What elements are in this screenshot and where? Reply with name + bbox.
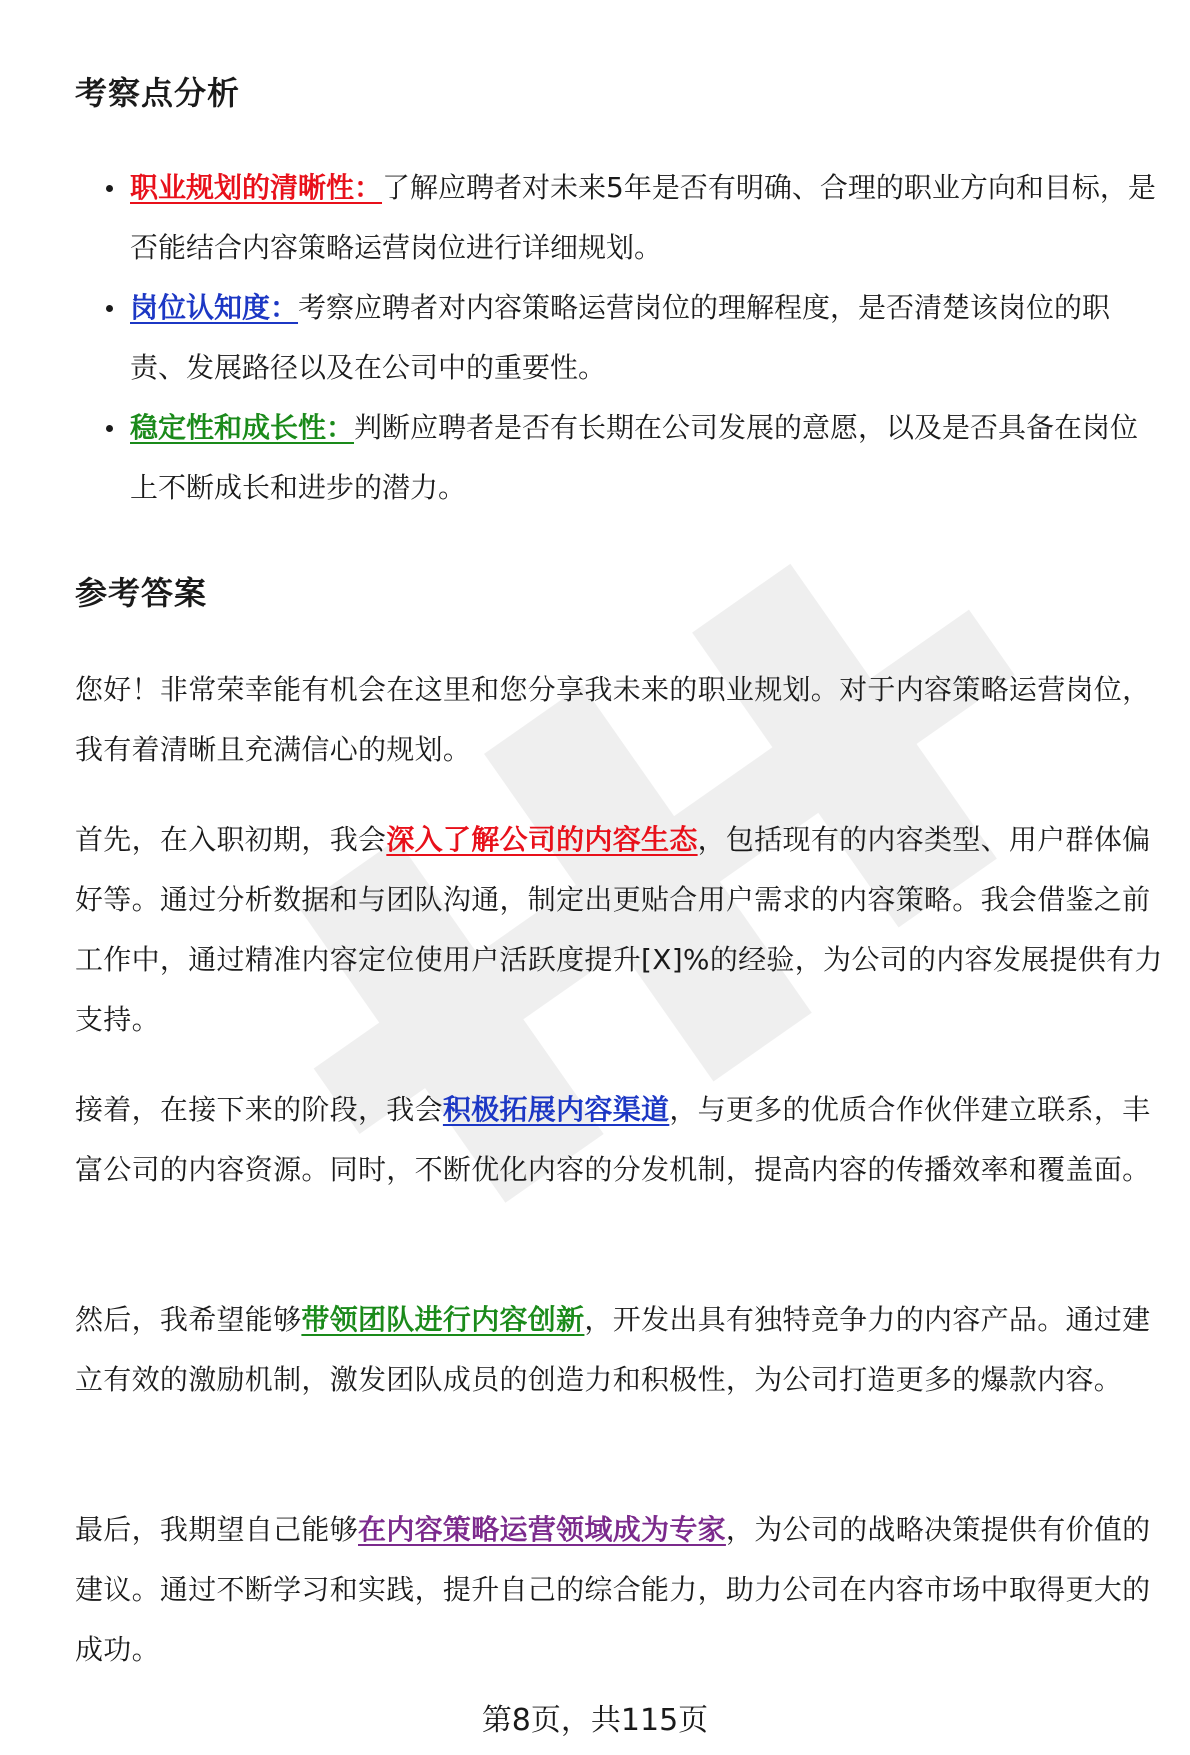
answer-intro-paragraph: 您好！非常荣幸能有机会在这里和您分享我未来的职业规划。对于内容策略运营岗位，我有着清晰且充满信心的规划。 bbox=[75, 673, 1151, 766]
point-text: 考察应聘者对内容策略运营岗位的理解程度，是否清楚该岗位的职责、发展路径以及在公司中的重要性。 bbox=[130, 291, 1111, 384]
paragraph-text: ，开发出具有独特竞争力的内容产品。通过建立有效的激励机制，激发团队成员的创造力和积极性，为公司打造更多的爆款内容。 bbox=[75, 1303, 1151, 1396]
list-item bbox=[100, 158, 1160, 278]
answer-paragraph-3 bbox=[75, 1290, 1165, 1410]
list-item bbox=[100, 398, 1160, 518]
answer-paragraph-4 bbox=[75, 1500, 1165, 1680]
paragraph-text: ，与更多的优质合作伙伴建立联系，丰富公司的内容资源。同时，不断优化内容的分发机制，提高内容的传播效率和覆盖面。 bbox=[75, 1093, 1151, 1186]
page-number-footer: 第8页，共115页 bbox=[481, 1703, 709, 1738]
paragraph-text: 然后，我希望能够 bbox=[75, 1303, 302, 1336]
highlight-phrase: 带领团队进行内容创新 bbox=[301, 1303, 585, 1336]
paragraph-text: 接着，在接下来的阶段，我会 bbox=[75, 1093, 443, 1126]
section-title-answer: 参考答案 bbox=[75, 574, 208, 612]
paragraph-text: 首先，在入职初期，我会 bbox=[75, 823, 387, 856]
paragraph-text: ，包括现有的内容类型、用户群体偏好等。通过分析数据和与团队沟通，制定出更贴合用户需求的内容策略。我会借鉴之前工作中，通过精准内容定位使用户活跃度提升[X]%的经验，为公司的内容发展提供有力支持。 bbox=[75, 823, 1163, 1036]
list-item bbox=[100, 278, 1160, 398]
point-label: 职业规划的清晰性： bbox=[130, 171, 383, 204]
answer-paragraph-1 bbox=[75, 810, 1165, 1050]
point-text: 判断应聘者是否有长期在公司发展的意愿，以及是否具备在岗位上不断成长和进步的潜力。 bbox=[130, 411, 1139, 504]
point-label: 岗位认知度： bbox=[130, 291, 299, 324]
section-title-analysis: 考察点分析 bbox=[75, 74, 241, 112]
highlight-phrase: 深入了解公司的内容生态 bbox=[386, 823, 698, 856]
paragraph-text: ，为公司的战略决策提供有价值的建议。通过不断学习和实践，提升自己的综合能力，助力公司在内容市场中取得更大的成功。 bbox=[75, 1513, 1151, 1666]
point-text: 了解应聘者对未来5年是否有明确、合理的职业方向和目标，是否能结合内容策略运营岗位进行详细规划。 bbox=[130, 171, 1156, 264]
point-label: 稳定性和成长性： bbox=[130, 411, 355, 444]
highlight-phrase: 在内容策略运营领域成为专家 bbox=[358, 1513, 726, 1546]
answer-paragraph-2 bbox=[75, 1080, 1165, 1200]
analysis-point-list bbox=[100, 158, 1160, 518]
paragraph-text: 最后，我期望自己能够 bbox=[75, 1513, 359, 1546]
highlight-phrase: 积极拓展内容渠道 bbox=[442, 1093, 670, 1126]
